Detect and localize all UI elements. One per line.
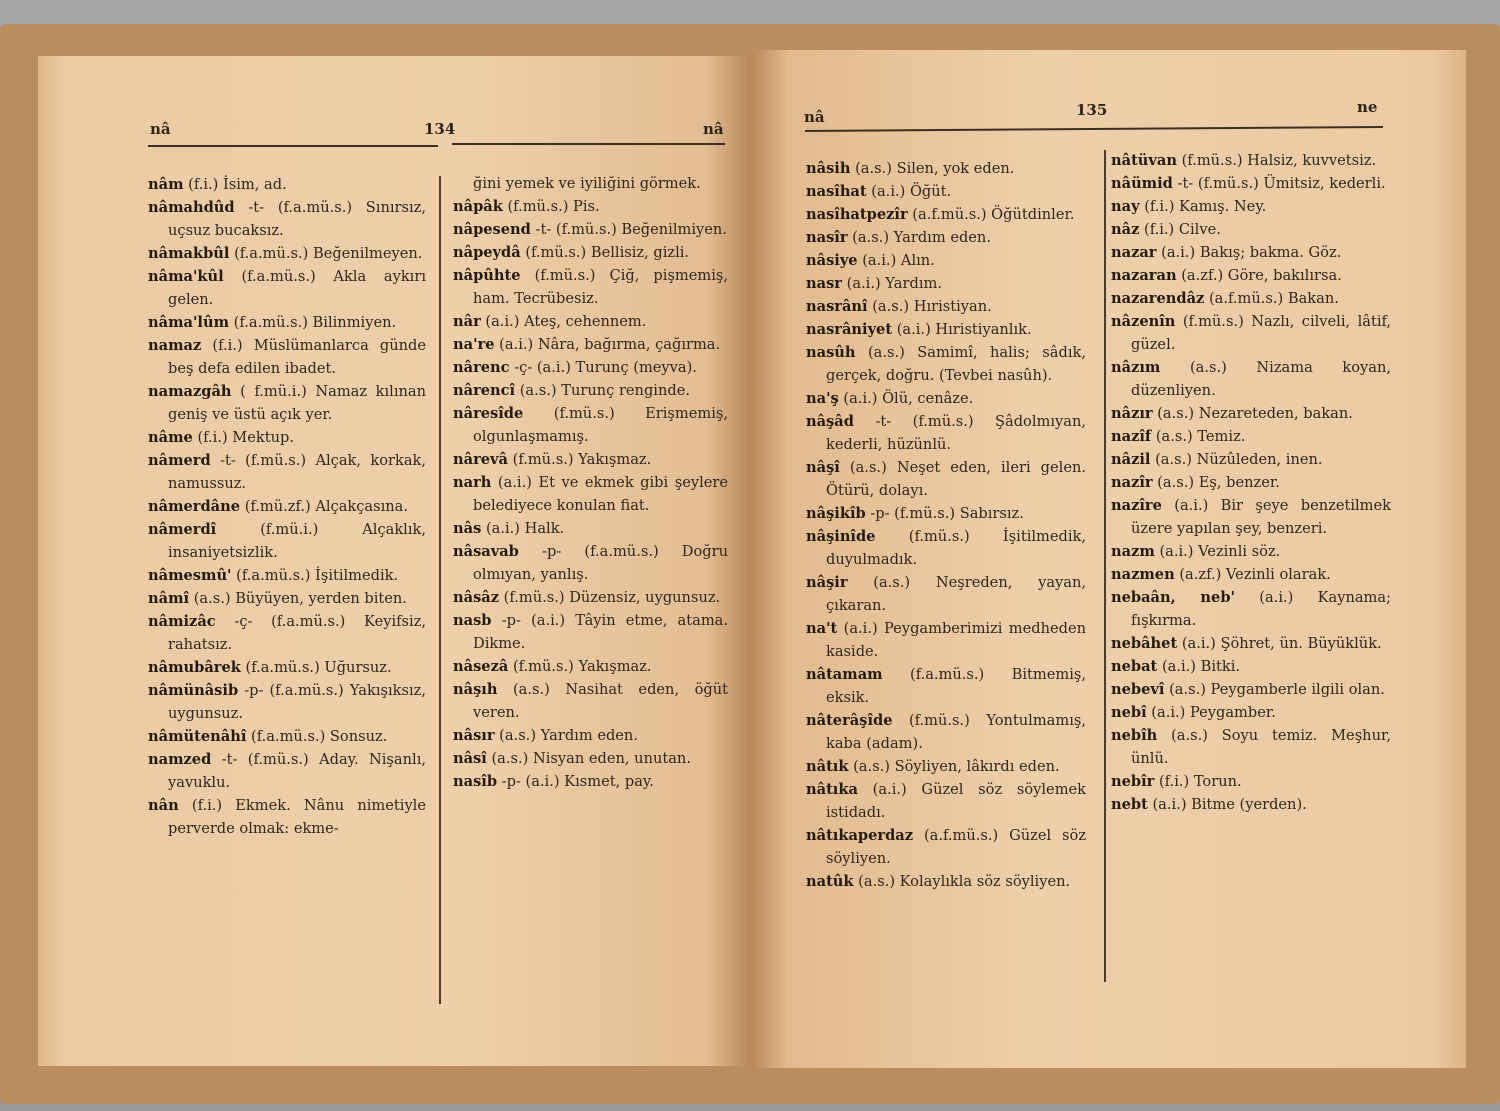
- dictionary-entry: [806, 571, 1086, 617]
- dictionary-entry: [1111, 471, 1391, 494]
- headword: nâtüvan: [1111, 152, 1177, 169]
- definition: (a.s.) Eş, benzer.: [1157, 474, 1280, 491]
- definition: (a.i.) Ölü, cenâze.: [843, 390, 974, 407]
- dictionary-entry: [1111, 218, 1391, 241]
- headword: nâtamam: [806, 666, 883, 683]
- dictionary-entry: [453, 724, 728, 747]
- dictionary-entry: [1111, 793, 1391, 816]
- dictionary-entry: [1111, 724, 1391, 770]
- dictionary-entry: [806, 203, 1086, 226]
- dictionary-entry: [806, 709, 1086, 755]
- dictionary-entry: [453, 218, 728, 241]
- headword: nebîh: [1111, 727, 1158, 744]
- definition: (a.i.) Vezinli söz.: [1159, 543, 1281, 560]
- headword: namaz: [148, 337, 202, 354]
- dictionary-entry: [806, 226, 1086, 249]
- left-page-number: 134: [424, 120, 456, 138]
- dictionary-entry: [1111, 241, 1391, 264]
- definition: (a.s.) Samimî, halis; sâdık, gerçek, doğru. (Tevbei nasûh).: [826, 344, 1086, 384]
- headword: nâtıka: [806, 781, 858, 798]
- headword: nasb: [453, 612, 492, 629]
- dictionary-entry: [453, 310, 728, 333]
- dictionary-entry: [453, 402, 728, 448]
- right-page-column-2: [1111, 149, 1391, 816]
- dictionary-entry: [806, 755, 1086, 778]
- dictionary-entry: [1111, 287, 1391, 310]
- headword: nâterâşîde: [806, 712, 893, 729]
- definition: (a.i.) Ateş, cehennem.: [485, 313, 647, 330]
- left-page-column-1: [148, 173, 426, 840]
- headword: nasîb: [453, 773, 498, 790]
- definition: -ç- (a.i.) Turunç (meyva).: [514, 359, 697, 376]
- headword: nâs: [453, 520, 482, 537]
- dictionary-entry: [1111, 425, 1391, 448]
- dictionary-entry: [1111, 655, 1391, 678]
- dictionary-entry: [148, 449, 426, 495]
- headword: nâmahdûd: [148, 199, 235, 216]
- definition: (f.a.mü.s.) Sonsuz.: [251, 728, 388, 745]
- right-page-guide-word-left: nâ: [804, 108, 825, 126]
- dictionary-entry: [148, 334, 426, 380]
- headword: nazar: [1111, 244, 1157, 261]
- definition: (a.s.) Temiz.: [1155, 428, 1246, 445]
- definition: -t- (f.mü.s.) Alçak, korkak, namussuz.: [168, 452, 427, 492]
- headword: nâşî: [806, 459, 840, 476]
- dictionary-entry: [806, 410, 1086, 456]
- definition: (f.mü.s.) Yakışmaz.: [512, 658, 652, 675]
- headword: nâmütenâhî: [148, 728, 247, 745]
- dictionary-entry: [1111, 149, 1391, 172]
- headword: nâr: [453, 313, 481, 330]
- definition: (a.s.) Nizama koyan, düzenliyen.: [1131, 359, 1391, 399]
- definition: (a.i.) Yardım.: [846, 275, 942, 292]
- definition: -p- (f.mü.s.) Sabırsız.: [870, 505, 1024, 522]
- headword: nazarendâz: [1111, 290, 1205, 307]
- definition: (a.i.) Bitki.: [1161, 658, 1241, 675]
- headword: nasîhat: [806, 183, 867, 200]
- headword: nâzil: [1111, 451, 1151, 468]
- dictionary-entry: [453, 195, 728, 218]
- dictionary-entry: [148, 656, 426, 679]
- headword: namazgâh: [148, 383, 232, 400]
- dictionary-entry: [453, 356, 728, 379]
- definition: (a.i.) Bitme (yerden).: [1152, 796, 1307, 813]
- definition: (a.i.) Et ve ekmek gibi şeylere belediyece konulan fiat.: [473, 474, 728, 514]
- definition: (f.mü.s.) Çiğ, pişmemiş, ham. Tecrübesiz.: [473, 267, 728, 307]
- headword: nâmerdî: [148, 521, 217, 538]
- definition: (f.i.) Cilve.: [1144, 221, 1221, 238]
- headword: na're: [453, 336, 495, 353]
- dictionary-entry: [1111, 310, 1391, 356]
- definition: (f.i.) Mektup.: [197, 429, 294, 446]
- headword: nâresîde: [453, 405, 524, 422]
- definition: (f.mü.s.) Erişmemiş, olgunlaşmamış.: [473, 405, 729, 445]
- dictionary-entry: [453, 379, 728, 402]
- headword: nâzım: [1111, 359, 1161, 376]
- dictionary-entry: [806, 295, 1086, 318]
- dictionary-entry: [453, 448, 728, 471]
- headword: nâme: [148, 429, 193, 446]
- headword: nebt: [1111, 796, 1148, 813]
- definition: (a.zf.) Vezinli olarak.: [1179, 566, 1331, 583]
- definition: (a.s.) Büyüyen, yerden biten.: [193, 590, 407, 607]
- column-divider: [1104, 150, 1106, 982]
- headword: nasr: [806, 275, 842, 292]
- headword: nârevâ: [453, 451, 508, 468]
- right-page-number: 135: [1076, 101, 1108, 119]
- definition: (f.mü.i.) Alçaklık, insaniyetsizlik.: [168, 521, 426, 561]
- definition: (a.s.) Nüzûleden, inen.: [1155, 451, 1323, 468]
- headword: nâşikîb: [806, 505, 866, 522]
- dictionary-entry: [148, 564, 426, 587]
- headword: nâsih: [806, 160, 851, 177]
- definition: (a.i.) Alın.: [862, 252, 935, 269]
- dictionary-entry: [1111, 195, 1391, 218]
- definition: (f.mü.s.) Düzensiz, uygunsuz.: [503, 589, 721, 606]
- header-rule: [452, 143, 725, 145]
- dictionary-entry: [806, 249, 1086, 272]
- headword: na'ş: [806, 390, 839, 407]
- definition: (a.i.) Bakış; bakma. Göz.: [1161, 244, 1342, 261]
- definition: -p- (f.a.mü.s.) Doğru olmıyan, yanlış.: [473, 543, 729, 583]
- right-page-guide-word-right: ne: [1357, 98, 1378, 116]
- headword: nebevî: [1111, 681, 1165, 698]
- dictionary-entry: [1111, 402, 1391, 425]
- dictionary-entry: [1111, 563, 1391, 586]
- headword: nâz: [1111, 221, 1140, 238]
- dictionary-entry: [1111, 678, 1391, 701]
- definition: (f.mü.s.) Pis.: [507, 198, 600, 215]
- dictionary-entry: [806, 778, 1086, 824]
- headword: nazîre: [1111, 497, 1162, 514]
- definition: (f.a.mü.s.) Bilinmiyen.: [233, 314, 397, 331]
- definition: (a.i.) Öğüt.: [871, 183, 952, 200]
- headword: nâpeydâ: [453, 244, 521, 261]
- headword: nazm: [1111, 543, 1155, 560]
- headword: nâsiye: [806, 252, 858, 269]
- left-page-guide-word-left: nâ: [150, 120, 171, 138]
- headword: nâsî: [453, 750, 487, 767]
- dictionary-entry: [148, 173, 426, 196]
- dictionary-entry: [806, 180, 1086, 203]
- definition: (a.s.) Kolaylıkla söz söyliyen.: [858, 873, 1071, 890]
- definition: (f.i.) Torun.: [1158, 773, 1242, 790]
- definition: (f.a.mü.s.) Bitmemiş, eksik.: [826, 666, 1086, 706]
- headword: nâma'lûm: [148, 314, 230, 331]
- headword: nazîr: [1111, 474, 1153, 491]
- dictionary-entry: [148, 426, 426, 449]
- left-page-guide-word-right: nâ: [703, 120, 724, 138]
- headword: nay: [1111, 198, 1140, 215]
- dictionary-entry: [453, 241, 728, 264]
- column-divider: [439, 176, 441, 1004]
- headword: nâpûhte: [453, 267, 521, 284]
- dictionary-entry: [1111, 586, 1391, 632]
- definition: (f.a.mü.s.) İşitilmedik.: [236, 567, 399, 584]
- definition: (f.mü.s.) Yontulmamış, kaba (adam).: [826, 712, 1086, 752]
- definition: (a.s.) Soyu temiz. Meşhur, ünlü.: [1131, 727, 1391, 767]
- definition: -t- (f.mü.s.) Beğenilmiyen.: [535, 221, 727, 238]
- dictionary-entry: [1111, 448, 1391, 471]
- dictionary-entry: [148, 587, 426, 610]
- dictionary-entry: [148, 495, 426, 518]
- dictionary-entry: [148, 748, 426, 794]
- dictionary-entry: [1111, 356, 1391, 402]
- headword: nâsezâ: [453, 658, 509, 675]
- headword: nârenc: [453, 359, 510, 376]
- headword: nasûh: [806, 344, 856, 361]
- headword: nâşinîde: [806, 528, 876, 545]
- dictionary-entry: [148, 518, 426, 564]
- headword: nazaran: [1111, 267, 1177, 284]
- headword: nâtık: [806, 758, 849, 775]
- dictionary-entry: [1111, 264, 1391, 287]
- definition: (a.i.) Nâra, bağırma, çağırma.: [499, 336, 721, 353]
- definition: (a.s.) Peygamberle ilgili olan.: [1169, 681, 1385, 698]
- dictionary-entry: [1111, 540, 1391, 563]
- definition: -p- (a.i.) Tâyin etme, atama. Dikme.: [473, 612, 729, 652]
- definition: -t- (f.mü.s.) Ümitsiz, kederli.: [1177, 175, 1386, 192]
- definition: (a.i.) Peygamberimizi medheden kaside.: [826, 620, 1087, 660]
- definition: (a.s.) Turunç renginde.: [519, 382, 690, 399]
- headword: nazîf: [1111, 428, 1152, 445]
- definition: -p- (a.i.) Kısmet, pay.: [501, 773, 654, 790]
- definition: (a.zf.) Göre, bakılırsa.: [1181, 267, 1342, 284]
- dictionary-entry: [148, 196, 426, 242]
- definition: (a.s.) Yardım eden.: [852, 229, 991, 246]
- headword: nâümid: [1111, 175, 1173, 192]
- definition: (a.i.) Halk.: [485, 520, 565, 537]
- dictionary-entry: [453, 471, 728, 517]
- dictionary-entry: [148, 725, 426, 748]
- definition: (a.s.) Nezareteden, bakan.: [1157, 405, 1353, 422]
- dictionary-entry: [1111, 632, 1391, 655]
- definition: (a.i.) Bir şeye benzetilmek üzere yapılan şey, benzeri.: [1131, 497, 1391, 537]
- headword: nâzır: [1111, 405, 1153, 422]
- headword: namzed: [148, 751, 212, 768]
- definition: (a.i.) Kaynama; fışkırma.: [1131, 589, 1391, 629]
- dictionary-entry: [1111, 172, 1391, 195]
- dictionary-entry: [453, 770, 728, 793]
- dictionary-entry: [806, 502, 1086, 525]
- dictionary-entry: [453, 517, 728, 540]
- dictionary-entry: [806, 157, 1086, 180]
- definition: (a.f.mü.s.) Güzel söz söyliyen.: [826, 827, 1087, 867]
- definition: -ç- (f.a.mü.s.) Keyifsiz, rahatsız.: [168, 613, 427, 653]
- headword: nâsır: [453, 727, 495, 744]
- definition: (f.i.) Kamış. Ney.: [1144, 198, 1267, 215]
- headword: nazmen: [1111, 566, 1175, 583]
- definition: (f.i.) İsim, ad.: [188, 176, 287, 193]
- headword: nasrânî: [806, 298, 868, 315]
- dictionary-entry: [148, 380, 426, 426]
- dictionary-entry: [806, 456, 1086, 502]
- definition: (f.mü.s.) Yakışmaz.: [512, 451, 652, 468]
- dictionary-entry: [806, 824, 1086, 870]
- definition: (f.mü.s.) İşitilmedik, duyulmadık.: [826, 528, 1087, 568]
- dictionary-entry: [453, 586, 728, 609]
- headword: nâmubârek: [148, 659, 241, 676]
- dictionary-entry: [453, 609, 728, 655]
- header-rule: [148, 145, 438, 147]
- definition: (f.a.mü.s.) Beğenilmeyen.: [234, 245, 423, 262]
- dictionary-entry: [806, 617, 1086, 663]
- headword: narh: [453, 474, 492, 491]
- headword: nâmünâsib: [148, 682, 239, 699]
- definition: (a.s.) Neşreden, yayan, çıkaran.: [826, 574, 1087, 614]
- definition: (f.i.) Müslümanlarca günde beş defa edilen ibadet.: [168, 337, 427, 377]
- dictionary-entry: [148, 242, 426, 265]
- headword: nasîr: [806, 229, 848, 246]
- headword: nâmizâc: [148, 613, 216, 630]
- definition: (a.s.) Söyliyen, lâkırdı eden.: [853, 758, 1060, 775]
- definition: (a.i.) Güzel söz söylemek istidadı.: [826, 781, 1087, 821]
- definition: (a.s.) Yardım eden.: [499, 727, 638, 744]
- definition: -t- (f.mü.s.) Aday. Nişanlı, yavuklu.: [168, 751, 426, 791]
- left-page-column-2: [453, 172, 728, 793]
- headword: nasrâniyet: [806, 321, 893, 338]
- dictionary-entry: [148, 794, 426, 840]
- headword: nâşir: [806, 574, 848, 591]
- definition: (a.i.) Şöhret, ün. Büyüklük.: [1181, 635, 1382, 652]
- headword: nâzenîn: [1111, 313, 1176, 330]
- dictionary-entry: [453, 655, 728, 678]
- right-page-column-1: [806, 157, 1086, 893]
- headword: natûk: [806, 873, 854, 890]
- dictionary-entry: [806, 525, 1086, 571]
- dictionary-entry: [453, 333, 728, 356]
- headword: nâmakbûl: [148, 245, 230, 262]
- dictionary-entry: [1111, 770, 1391, 793]
- dictionary-entry: [453, 264, 728, 310]
- headword: nân: [148, 797, 179, 814]
- headword: nebâhet: [1111, 635, 1178, 652]
- headword: nâm: [148, 176, 184, 193]
- headword: nebat: [1111, 658, 1158, 675]
- headword: nâmerdâne: [148, 498, 241, 515]
- definition: -t- (f.a.mü.s.) Sınırsız, uçsuz bucaksız.: [168, 199, 426, 239]
- definition: (a.s.) Nasihat eden, öğüt veren.: [473, 681, 728, 721]
- headword: nâpâk: [453, 198, 503, 215]
- headword: nâmesmû': [148, 567, 232, 584]
- headword: nâmerd: [148, 452, 211, 469]
- definition: ( f.mü.i.) Namaz kılınan geniş ve üstü açık yer.: [168, 383, 426, 423]
- definition: (a.f.mü.s.) Öğütdinler.: [912, 206, 1075, 223]
- dictionary-entry: [806, 387, 1086, 410]
- headword: nebîr: [1111, 773, 1155, 790]
- dictionary-entry: [806, 663, 1086, 709]
- headword: nebî: [1111, 704, 1147, 721]
- headword: nâsavab: [453, 543, 519, 560]
- dictionary-entry: [1111, 494, 1391, 540]
- dictionary-entry: [806, 272, 1086, 295]
- dictionary-entry: [453, 540, 728, 586]
- definition: (a.s.) Silen, yok eden.: [855, 160, 1015, 177]
- definition: (a.s.) Neşet eden, ileri gelen. Ötürü, dolayı.: [826, 459, 1087, 499]
- definition: (a.i.) Hıristiyanlık.: [896, 321, 1032, 338]
- definition: (a.f.mü.s.) Bakan.: [1208, 290, 1339, 307]
- dictionary-entry: [806, 341, 1086, 387]
- definition: (f.a.mü.s.) Akla aykırı gelen.: [168, 268, 426, 308]
- dictionary-entry: [453, 678, 728, 724]
- definition: -t- (f.mü.s.) Şâdolmıyan, kederli, hüzünlü.: [826, 413, 1087, 453]
- headword: nârencî: [453, 382, 516, 399]
- definition: (f.mü.s.) Bellisiz, gizli.: [525, 244, 690, 261]
- headword: nebaân, neb': [1111, 589, 1235, 606]
- definition: -p- (f.a.mü.s.) Yakışıksız, uygunsuz.: [168, 682, 426, 722]
- definition: (a.s.) Hıristiyan.: [872, 298, 992, 315]
- definition: (f.mü.s.) Halsiz, kuvvetsiz.: [1181, 152, 1377, 169]
- headword: nâsâz: [453, 589, 500, 606]
- definition: (f.mü.s.) Nazlı, cilveli, lâtif, güzel.: [1131, 313, 1392, 353]
- dictionary-entry: [148, 610, 426, 656]
- dictionary-entry: [148, 679, 426, 725]
- dictionary-entry: [148, 311, 426, 334]
- definition: (a.s.) Nisyan eden, unutan.: [491, 750, 691, 767]
- dictionary-entry: [1111, 701, 1391, 724]
- definition: (f.mü.zf.) Alçakçasına.: [244, 498, 409, 515]
- continued-definition: ğini yemek ve iyiliğini görmek.: [473, 175, 701, 192]
- headword: nâşâd: [806, 413, 854, 430]
- headword: nâpesend: [453, 221, 531, 238]
- headword: na't: [806, 620, 838, 637]
- headword: nâma'kûl: [148, 268, 224, 285]
- headword: nasîhatpezîr: [806, 206, 908, 223]
- headword: nâmî: [148, 590, 190, 607]
- dictionary-entry: [806, 318, 1086, 341]
- dictionary-entry: [806, 870, 1086, 893]
- headword: nâtıkaperdaz: [806, 827, 914, 844]
- dictionary-entry: [148, 265, 426, 311]
- definition: (f.i.) Ekmek. Nânu nimetiyle perverde olmak: ekme-: [168, 797, 426, 837]
- definition: (f.a.mü.s.) Uğursuz.: [245, 659, 392, 676]
- definition: (a.i.) Peygamber.: [1151, 704, 1276, 721]
- dictionary-entry: [453, 747, 728, 770]
- headword: nâşıh: [453, 681, 498, 698]
